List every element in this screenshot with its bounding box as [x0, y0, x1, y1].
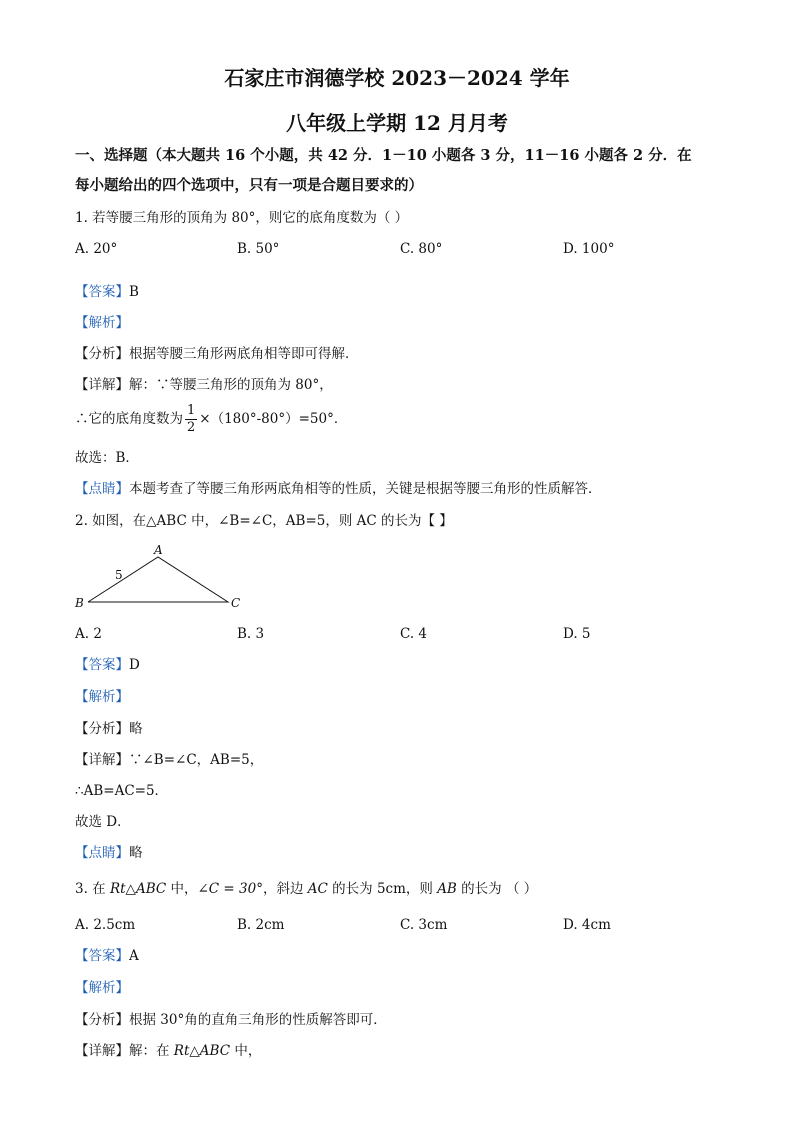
title-line-1: 石家庄市润德学校 2023－2024 学年	[224, 66, 570, 90]
q1-analysis-heading	[75, 314, 129, 332]
q3-fenxi-text: 根据 30°角的直角三角形的性质解答即可．	[129, 1012, 387, 1028]
q3-detail	[75, 1042, 261, 1060]
q3-stem-triangle: Rt△ABC	[109, 881, 167, 897]
q3-stem-angle: ∠C = 30°	[197, 881, 263, 897]
section-heading-line-2: 每小题给出的四个选项中，只有一项是合题目要求的）	[75, 177, 423, 194]
fraction-denominator: 2	[187, 420, 196, 435]
q2-detail	[75, 751, 263, 769]
q2-stem: 2. 如图，在△ABC 中，∠B=∠C，AB=5，则 AC 的长为【 】	[75, 513, 453, 529]
q3-stem	[75, 880, 537, 898]
q1-answer-tag: 【答案】	[75, 284, 129, 300]
q3-detail-post: 中，	[230, 1043, 262, 1059]
q2-answer-tag: 【答案】	[75, 657, 129, 673]
q2-comment-text: 略	[129, 845, 143, 861]
q2-option-d: D. 5	[563, 626, 591, 642]
q1-answer-value: B	[129, 284, 139, 300]
q3-answer-tag: 【答案】	[75, 948, 129, 964]
q3-stem-ac: AC	[307, 881, 328, 897]
triangle-abc-shape	[88, 557, 228, 602]
q3-option-b: B. 2cm	[237, 917, 285, 933]
q3-answer	[75, 947, 139, 965]
q1-option-a: A. 20°	[75, 241, 118, 257]
q1-step-2-pre: ∴它的底角度数为	[75, 411, 183, 427]
q1-analysis-tag: 【解析】	[75, 315, 129, 331]
q3-stem-post: 的长为 （ ）	[456, 881, 538, 897]
q2-detail-tag: 【详解】	[75, 752, 129, 768]
q1-option-c: C. 80°	[400, 241, 443, 257]
q3-answer-value: A	[129, 948, 139, 964]
q1-option-b: B. 50°	[237, 241, 280, 257]
title-line-2: 八年级上学期 12 月月考	[286, 111, 508, 135]
q3-detail-tag: 【详解】	[75, 1043, 129, 1059]
q2-option-b: B. 3	[237, 626, 265, 642]
vertex-label-b: B	[75, 596, 84, 610]
q3-fenxi-tag: 【分析】	[75, 1012, 129, 1028]
q2-comment	[75, 844, 143, 862]
q2-step-2: ∴AB=AC=5．	[75, 783, 169, 799]
q1-comment	[75, 480, 602, 498]
q3-stem-mid-2: ，斜边	[262, 881, 308, 897]
q2-option-a: A. 2	[75, 626, 102, 642]
q3-stem-ab: AB	[437, 881, 457, 897]
q1-detail	[75, 376, 333, 394]
q1-answer	[75, 283, 139, 301]
q1-stem: 1. 若等腰三角形的顶角为 80°，则它的底角度数为（ ）	[75, 210, 409, 226]
q1-fenxi	[75, 345, 359, 363]
q2-answer-value: D	[129, 657, 140, 673]
q1-fenxi-tag: 【分析】	[75, 346, 129, 362]
q3-analysis-heading	[75, 979, 129, 997]
q3-detail-pre: 解：在	[129, 1043, 174, 1059]
q2-triangle-figure	[70, 540, 260, 615]
q2-analysis-heading	[75, 688, 129, 706]
q2-analysis-tag: 【解析】	[75, 689, 129, 705]
q3-detail-triangle: Rt△ABC	[173, 1043, 231, 1059]
section-heading-line-1: 一、选择题（本大题共 16 个小题，共 42 分．1－10 小题各 3 分，11－16 小题各 2 分．在	[75, 147, 692, 164]
q2-detail-text: ∵∠B=∠C，AB=5，	[129, 752, 264, 768]
q2-option-c: C. 4	[400, 626, 428, 642]
q1-detail-text: 解：∵等腰三角形的顶角为 80°，	[129, 377, 333, 393]
q1-option-d: D. 100°	[563, 241, 615, 257]
q1-step-2	[75, 400, 347, 438]
q2-fenxi	[75, 720, 143, 738]
q2-answer	[75, 656, 140, 674]
q3-analysis-tag: 【解析】	[75, 980, 129, 996]
q1-step-2-post: ×（180°-80°）=50°．	[199, 411, 348, 427]
q3-fenxi	[75, 1011, 387, 1029]
side-ab-length-label: 5	[115, 568, 123, 582]
q2-fenxi-tag: 【分析】	[75, 721, 129, 737]
q3-option-a: A. 2.5cm	[75, 917, 136, 933]
q1-comment-tag: 【点睛】	[75, 481, 129, 497]
q1-comment-text: 本题考查了等腰三角形两底角相等的性质，关键是根据等腰三角形的性质解答．	[129, 481, 602, 497]
q3-option-c: C. 3cm	[400, 917, 448, 933]
q3-stem-mid-1: 中，	[166, 881, 198, 897]
q3-option-d: D. 4cm	[563, 917, 611, 933]
q2-fenxi-text: 略	[129, 721, 143, 737]
q3-stem-pre: 3. 在	[75, 881, 110, 897]
fraction-numerator: 1	[187, 403, 196, 418]
q1-detail-tag: 【详解】	[75, 377, 129, 393]
q3-stem-mid-3: 的长为 5cm，则	[327, 881, 438, 897]
q2-comment-tag: 【点睛】	[75, 845, 129, 861]
fraction-one-half	[185, 403, 197, 436]
q1-conclusion: 故选：B．	[75, 450, 139, 466]
q2-conclusion: 故选 D．	[75, 814, 131, 830]
vertex-label-a: A	[154, 543, 163, 557]
vertex-label-c: C	[231, 596, 241, 610]
q1-fenxi-text: 根据等腰三角形两底角相等即可得解．	[129, 346, 359, 362]
